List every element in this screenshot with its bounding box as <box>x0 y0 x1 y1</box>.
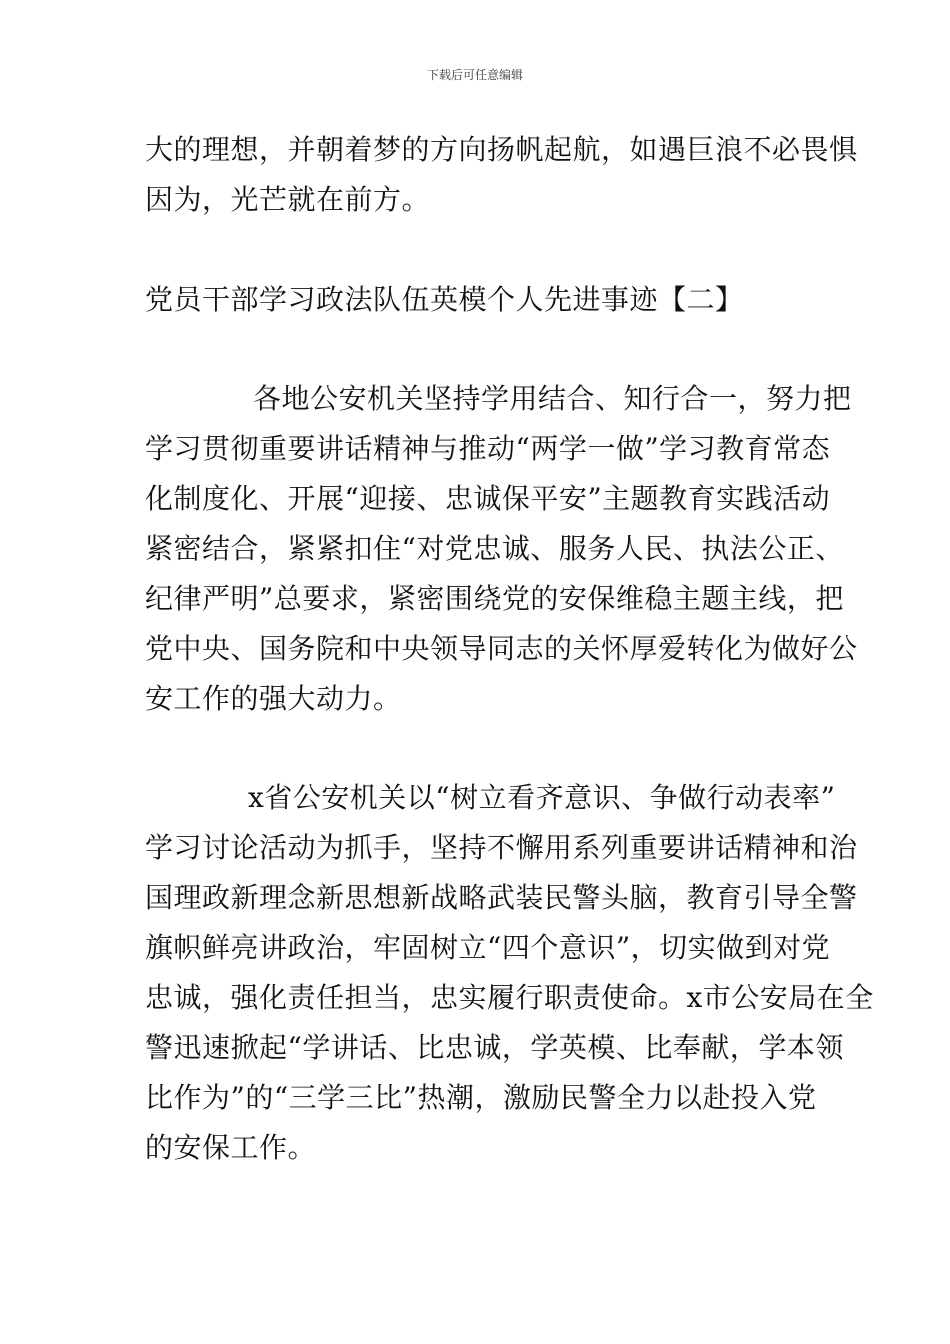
text-line: 大的理想，并朝着梦的方向扬帆起航，如遇巨浪不必畏惧 <box>145 133 858 166</box>
text-line: 安工作的强大动力。 <box>145 682 402 715</box>
text-line: 紧密结合，紧紧扣住“对党忠诚、服务人民、执法公正、 <box>145 532 844 565</box>
text-line: 各地公安机关坚持学用结合、知行合一，努力把 <box>253 382 852 415</box>
text-line: 因为，光芒就在前方。 <box>145 183 431 216</box>
text-line: 学习讨论活动为抓手，坚持不懈用系列重要讲话精神和治 <box>145 831 858 864</box>
text-line: 警迅速掀起“学讲话、比忠诚，学英模、比奉献，学本领 <box>145 1031 844 1064</box>
text-line: 党中央、国务院和中央领导同志的关怀厚爱转化为做好公 <box>145 632 858 665</box>
section-title: 党员干部学习政法队伍英模个人先进事迹【二】 <box>145 283 744 316</box>
text-line: 比作为”的“三学三比”热潮，激励民警全力以赴投入党 <box>145 1081 817 1114</box>
text-line: 国理政新理念新思想新战略武装民警头脑，教育引导全警 <box>145 881 858 914</box>
text-line: x省公安机关以“树立看齐意识、争做行动表率” <box>248 781 836 814</box>
text-line: 化制度化、开展“迎接、忠诚保平安”主题教育实践活动 <box>145 482 831 515</box>
text-line: 忠诚，强化责任担当，忠实履行职责使命。x市公安局在全 <box>145 981 874 1014</box>
page-header-note: 下载后可任意编辑 <box>426 68 523 82</box>
text-line: 纪律严明”总要求，紧密围绕党的安保维稳主题主线，把 <box>145 582 844 615</box>
text-line: 旗帜鲜亮讲政治，牢固树立“四个意识”，切实做到对党 <box>145 931 831 964</box>
text-line: 的安保工作。 <box>145 1131 317 1164</box>
text-line: 学习贯彻重要讲话精神与推动“两学一做”学习教育常态 <box>145 432 831 465</box>
